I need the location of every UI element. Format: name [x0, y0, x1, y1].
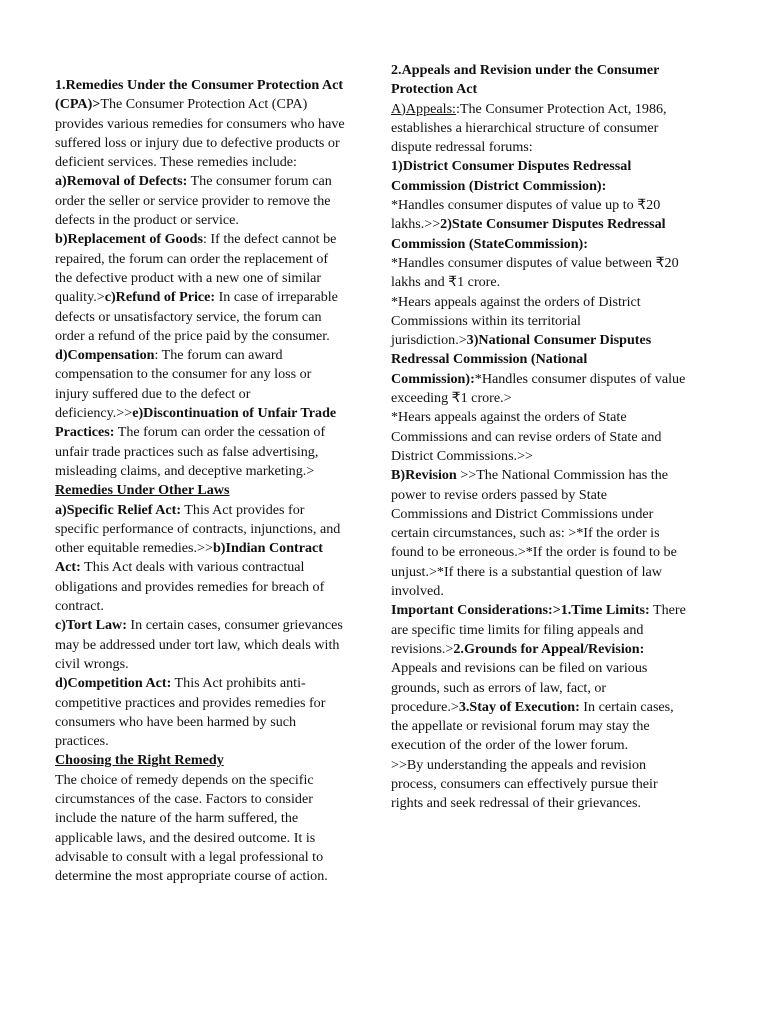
district-label: 1)District Consumer Disputes Redressal Commission (District Commission):	[391, 158, 632, 194]
compensation-text: : The forum can award compensation to the consumer for any loss or injury suffered due to the defect or deficiency.>>	[55, 347, 312, 422]
section1-paragraph	[55, 76, 345, 481]
revision-text: >>The National Commission has the power to revise orders passed by State Commissions and District Commissions under certain circumstances, such as: >*If the order is found to be erroneous.>*If the order is found to be unjust.>*If there is a substantial question of law involved.	[391, 467, 677, 600]
left-column	[55, 0, 345, 886]
national-appeals-text: *Hears appeals against the orders of State Commissions and can revise orders of State and District Commissions.>>	[391, 409, 662, 464]
competition-text: This Act prohibits anti-competitive practices and provides remedies for consumers who have been harmed by such practices.	[55, 675, 326, 750]
specific-relief-label: a)Specific Relief Act:	[55, 501, 182, 518]
appeals-label: A)Appeals:	[391, 100, 456, 117]
grounds-text: Appeals and revisions can be filed on various grounds, such as errors of law, fact, or procedure.>	[391, 660, 648, 715]
section1-intro: The Consumer Protection Act (CPA) provides various remedies for consumers who have suffered loss or injury due to defective products or deficient services. These remedies include:	[55, 96, 345, 171]
appeals-paragraph	[391, 61, 687, 814]
district-text: *Handles consumer disputes of value up to ₹20 lakhs.>>	[391, 197, 661, 233]
contract-label: b)Indian Contract Act:	[55, 540, 323, 576]
refund-label: c)Refund of Price:	[104, 289, 216, 306]
choosing-text: The choice of remedy depends on the specific circumstances of the case. Factors to consider include the nature of the harm suffered, the applicable laws, and the desired outcome. It is advisable to consult with a legal professional to determine the most appropriate course of action.	[55, 771, 328, 885]
specific-relief-text: This Act provides for specific performance of contracts, injunctions, and other equitable remedies.>>	[55, 501, 341, 557]
time-limits-text: There are specific time limits for filing appeals and revisions.>	[391, 602, 686, 657]
competition-label: d)Competition Act:	[55, 675, 172, 692]
refund-text: In case of irreparable defects or unsatisfactory service, the forum can order a refund of the price paid by the consumer.	[55, 289, 338, 344]
section1-heading: 1.Remedies Under the Consumer Protection Act (CPA)>	[55, 77, 344, 113]
other-laws-heading: Remedies Under Other Laws	[55, 482, 230, 499]
unfair-label: e)Discontinuation of Unfair Trade Practices:	[55, 405, 337, 441]
tort-text: In certain cases, consumer grievances may be addressed under tort law, which deals with civil wrongs.	[55, 617, 343, 672]
right-column	[391, 0, 687, 814]
state-appeals-text: *Hears appeals against the orders of District Commissions within its territorial jurisdiction.>	[391, 293, 641, 349]
national-text: *Handles consumer disputes of value exceeding ₹1 crore.>	[391, 370, 686, 407]
conclusion-text: >>By understanding the appeals and revision process, consumers can effectively pursue their rights and seek redressal of their grievances.	[391, 756, 658, 812]
replacement-text: : If the defect cannot be repaired, the forum can order the replacement of the defective product with a new one of similar quality.>	[55, 231, 337, 306]
stay-text: In certain cases, the appellate or revisional forum may stay the execution of the order of the lower forum.	[391, 698, 674, 754]
stay-label: 3.Stay of Execution:	[458, 698, 580, 715]
contract-text: This Act deals with various contractual obligations and provides remedies for breach of contract.	[55, 559, 325, 615]
replacement-label: b)Replacement of Goods	[55, 231, 203, 248]
choosing-paragraph	[55, 751, 345, 886]
tort-label: c)Tort Law:	[55, 617, 127, 634]
other-laws-paragraph	[55, 481, 345, 751]
unfair-text: The forum can order the cessation of unfair trade practices such as false advertising, misleading claims, and deceptive marketing.>	[55, 424, 326, 479]
state-label: 2)State Consumer Disputes Redressal Commission (StateCommission):	[391, 216, 666, 252]
state-text: *Handles consumer disputes of value between ₹20 lakhs and ₹1 crore.	[391, 254, 679, 291]
grounds-label: 2.Grounds for Appeal/Revision:	[453, 640, 645, 657]
appeals-text: :The Consumer Protection Act, 1986, establishes a hierarchical structure of consumer dispute redressal forums:	[391, 100, 667, 156]
removal-label: a)Removal of Defects:	[55, 173, 188, 190]
choosing-heading: Choosing the Right Remedy	[55, 752, 224, 769]
compensation-label: d)Compensation	[55, 347, 155, 364]
considerations-label: Important Considerations:>1.Time Limits:	[391, 602, 650, 619]
removal-text: The consumer forum can order the seller or service provider to remove the defects in the product or service.	[55, 173, 332, 229]
revision-label: B)Revision	[391, 467, 457, 484]
national-label: 3)National Consumer Disputes Redressal Commission (National Commission):	[391, 332, 652, 387]
section2-heading: 2.Appeals and Revision under the Consumer Protection Act	[391, 62, 660, 98]
